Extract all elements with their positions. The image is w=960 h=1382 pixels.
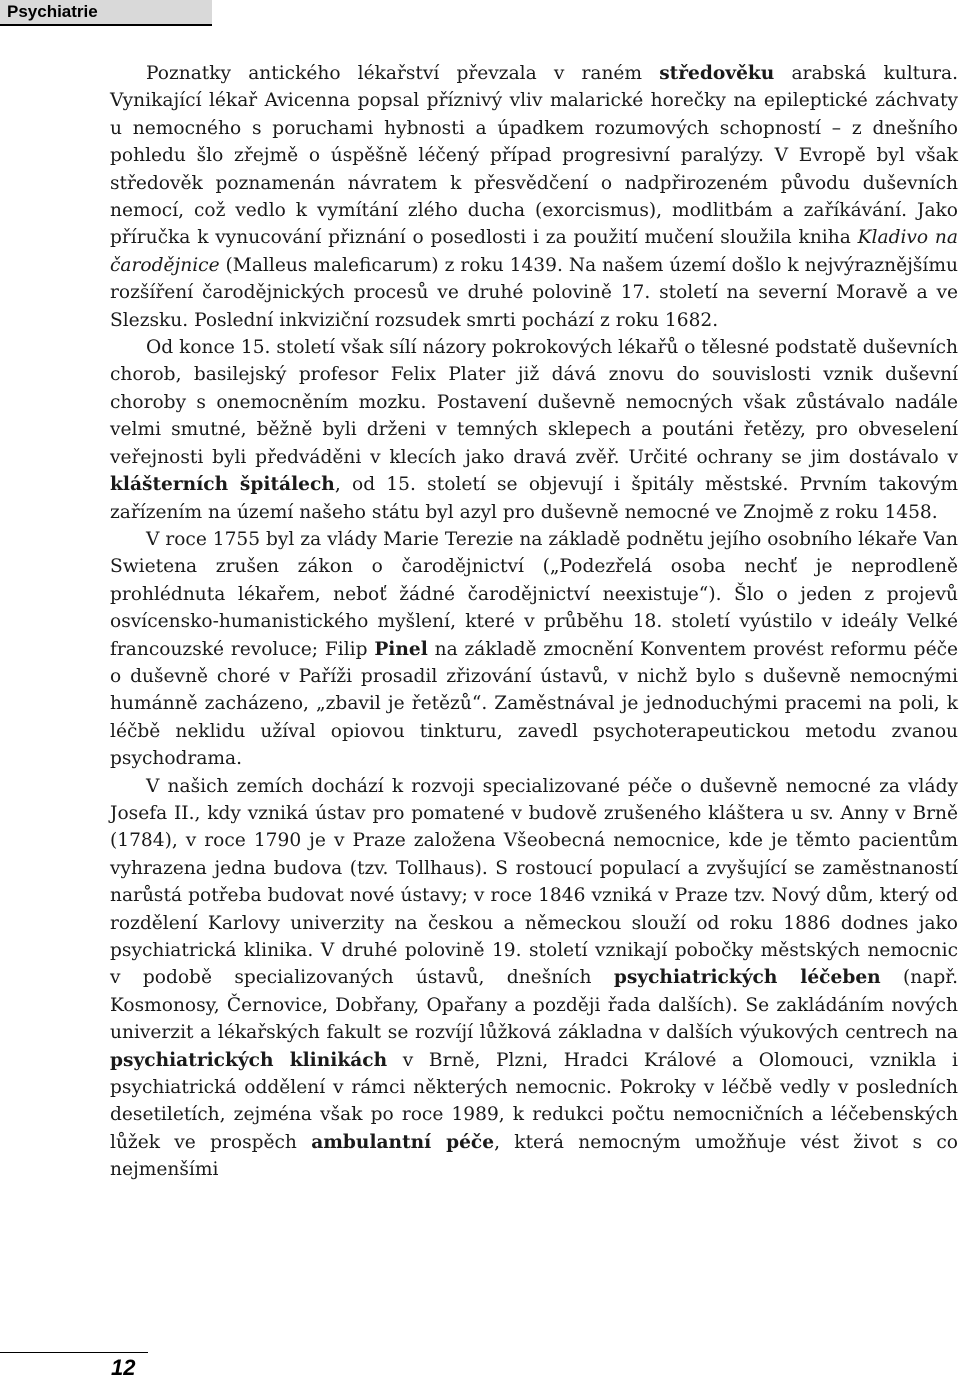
text-run: , od 15. století se objevují i špitály městské. Prvním takovým zařízením na území našeho státu byl azyl pro duševně nemocné ve Znojmě z roku 1458. <box>110 474 958 523</box>
body-text <box>110 60 958 1184</box>
running-header <box>0 0 212 26</box>
text-run: arabská kultura. Vynikající lékař Avicenna popsal příznivý vliv malarické horečky na epileptické záchvaty u nemocného s poruchami hybnosti a úpadkem rozumových schopností – z dnešního pohledu šlo zřejmě o úspěšně léčený případ progresivní paralýzy. V Evropě byl však středověk poznamenán návratem k přesvědčení o nadpřirozeném původu duševních nemocí, což vedlo k vymítání zlého ducha (exorcismus), modlitbám a zaříkávání. Jako příručka k vynucování přiznání o posedlosti i za použití mučení sloužila kniha <box>110 63 958 249</box>
bold-term: Pinel <box>374 638 428 660</box>
paragraph <box>110 334 958 526</box>
text-run: na základě zmocnění Konventem provést reformu péče o duševně choré v Paříži prosadil zřizování ústavů, v nichž bylo s duševně nemocnými humánně zacházeno, „zbavil je řetězů“. Zaměstnával je jednoduchými pracemi na poli, k léčbě neklidu užíval opiovou tinkturu, zavedl psychoterapeutickou metodu zvanou psychodrama. <box>110 638 959 770</box>
book-title: Kladivo na čarodějnice <box>110 227 958 276</box>
text-run: v Brně, Plzni, Hradci Králové a Olomouci, vznikla i psychiatrická oddělení v rámci některých nemocnic. Pokroky v léčbě vedly v posledních desetiletích, zejména však po roce 1989, k redukci počtu nemocničních a léčebenských lůžek ve prospěch <box>110 1049 959 1153</box>
page-number: 12 <box>111 1355 136 1380</box>
bold-term: klášterních špitálech <box>110 474 335 496</box>
text-run: V roce 1755 byl za vlády Marie Terezie na základě podnětu jejího osobního lékaře Van Swietena zrušen zákon o čarodějnictví („Podezřelá osoba nechť je neprodleně prohlédnuta lékařem, neboť žádné čarodějnictví neexistuje“). Šlo o jeden z projevů osvícensko-humanistického myšlení, které v průběhu 18. století vyústilo v ideály Velké francouzské revoluce; Filip <box>110 528 958 660</box>
footer-divider <box>0 1352 148 1353</box>
bold-term: psychiatrických klinikách <box>110 1049 388 1071</box>
paragraph <box>110 526 958 773</box>
bold-term: ambulantní péče <box>311 1131 495 1153</box>
paragraph <box>110 60 958 334</box>
bold-term: středověku <box>659 63 775 84</box>
section-title: Psychiatrie <box>7 2 98 21</box>
text-run: (Malleus maleficarum) z roku 1439. Na našem území došlo k nejvýraznějšímu rozšíření čarodějnických procesů ve druhé polovině 17. století na severní Moravě a ve Slezsku. Poslední inkviziční rozsudek smrti pochází z roku 1682. <box>110 254 958 331</box>
text-run: Poznatky antického lékařství převzala v raném <box>146 63 660 84</box>
text-run: (např. Kosmonosy, Černovice, Dobřany, Opařany a později řada dalších). Se zakládáním nových univerzit a lékařských fakult se rozvíjí lůžková základna v dalších výukových centrech na <box>110 967 959 1044</box>
text-run: , která nemocným umožňuje vést život s co nejmenšími <box>110 1131 958 1181</box>
bold-term: psychiatrických léčeben <box>613 967 881 989</box>
text-run: V našich zemích dochází k rozvoji specializované péče o duševně nemocné za vlády Josefa II., kdy vzniká ústav pro pomatené v budově zrušeného kláštera u sv. Anny v Brně (1784), v roce 1790 je v Praze založena Všeobecná nemocnice, kde je těmto pacientům vyhrazena jedna budova (tzv. Tollhaus). S rostoucí populací a zvyšující se zaměstnaností narůstá potřeba budovat nové ústavy; v roce 1846 vzniká v Praze tzv. Nový dům, který od rozdělení Karlovy univerzity na českou a německou slouží od roku 1886 dodnes jako psychiatrická klinika. V druhé polovině 19. století vznikají pobočky městských nemocnic v podobě specializovaných ústavů, dnešních <box>110 775 958 989</box>
text-run: Od konce 15. století však sílí názory pokrokových lékařů o tělesné podstatě duševních chorob, basilejský profesor Felix Plater již dává znovu do souvislosti vznik duševní choroby s onemocněním mozku. Postavení duševně nemocných však zůstávalo nadále velmi smutné, běžně byli drženi v temných sklepech a poutáni řetězy, pro obveselení veřejnosti byli předváděni v klecích jako dravá zvěř. Určité ochrany se jim dostávalo v <box>110 337 958 468</box>
paragraph <box>110 773 958 1184</box>
